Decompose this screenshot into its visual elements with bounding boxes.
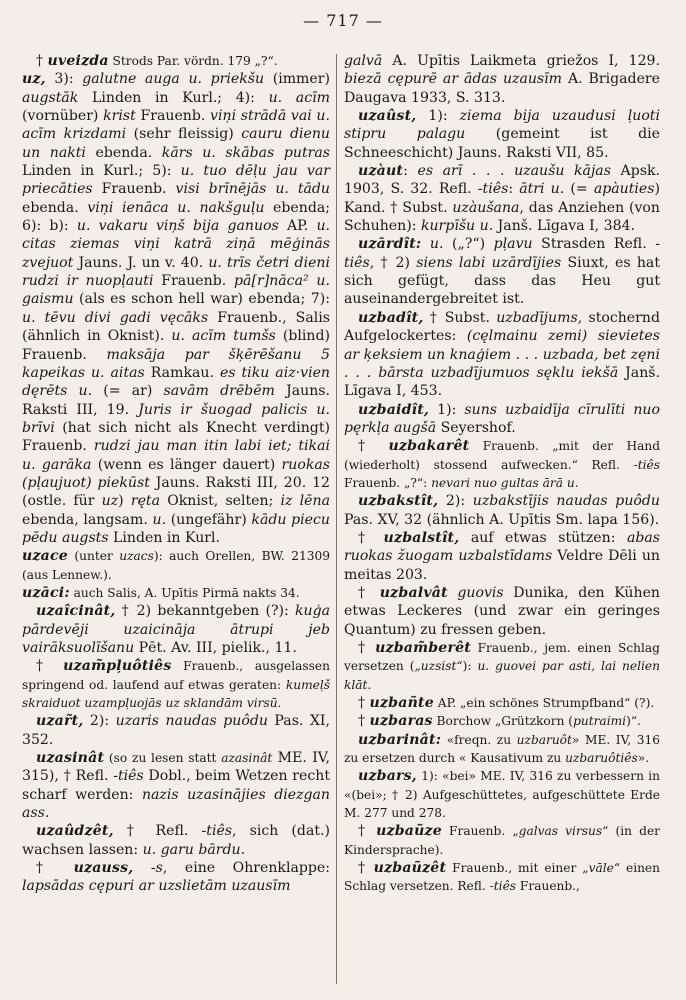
entry-text: † xyxy=(358,823,377,840)
headword: uzbaras xyxy=(369,713,433,730)
entry-text: -tiês xyxy=(633,457,660,472)
entry-text: , stochernd Aufgelockertes: xyxy=(344,309,660,345)
entry-text: Pēt. Av. III, pielik., 11. xyxy=(134,640,297,656)
entry-text: 2): xyxy=(438,493,473,510)
entry-text: Frauenb. xyxy=(92,181,176,198)
entry-text: u. guovei par asti, lai nelien klāt. xyxy=(344,659,660,692)
entry-text: ebenda, langsam. xyxy=(22,511,153,528)
dictionary-entry xyxy=(22,749,330,822)
entry-text: ) Kand. † Subst. xyxy=(344,181,660,216)
entry-text: visi brīnējās u. tādu xyxy=(175,181,330,198)
entry-text: ME. IV, 315), xyxy=(22,750,330,785)
entry-text: Linden in Kurl.; 4): xyxy=(78,89,269,106)
entry-text: : xyxy=(403,163,418,180)
dictionary-entry xyxy=(344,437,660,492)
entry-text: viņi ienāca u. nakšguļu xyxy=(87,199,265,216)
headword: uzbadît, xyxy=(358,309,424,326)
entry-text: Linden in Kurl. xyxy=(108,529,221,546)
entry-text: galutne auga u. priekšu xyxy=(82,71,265,88)
entry-text: galvas virsus xyxy=(518,824,603,839)
entry-text: nazis uzasinājies diezgan ass. xyxy=(22,786,330,822)
entry-text: (gemeint ist die Schneeschicht) Jauns. Raksti VII, 85. xyxy=(344,126,660,161)
dictionary-entry xyxy=(344,584,660,639)
headword: uzbarinât: xyxy=(358,731,442,748)
entry-text: Strods Par. vördn. 179 „?“. xyxy=(108,54,278,68)
entry-text: (als es schon hell war) ebenda; 7): xyxy=(73,291,330,308)
entry-text: -tiês xyxy=(201,823,233,840)
entry-text: (sehr fleissig) xyxy=(126,126,242,143)
entry-text: Siuxt, es hat sich gefügt, dass das Heu gut auseinandergebreitet ist. xyxy=(344,254,660,308)
entry-text: † xyxy=(358,584,380,601)
entry-text: (blind) Frauenb. xyxy=(22,328,330,363)
entry-text: † xyxy=(36,658,64,675)
entry-text: uzbakstījis naudas puôdu xyxy=(472,493,660,510)
dictionary-entry xyxy=(344,859,660,896)
entry-text: u. vakaru viņš bija ganuos xyxy=(76,218,279,235)
entry-text: Jauns. Raksti III, 20. 12 (ostle. für xyxy=(22,474,330,510)
entry-text: kuģa pārdevēji uzaicināja ātrupi jeb vairāksuolīšanu xyxy=(22,603,330,656)
entry-text: AP. xyxy=(278,218,317,235)
entry-text: 1): xyxy=(416,108,460,125)
dictionary-entry xyxy=(22,822,330,859)
entry-text: krist xyxy=(103,108,136,125)
dictionary-entry xyxy=(344,767,660,822)
entry-text: Frauenb. xyxy=(153,273,235,290)
entry-text: apàuties xyxy=(593,181,655,198)
entry-text: pā[r]nāca² u. gaismu xyxy=(22,273,330,308)
entry-text: † Subst. xyxy=(423,309,497,326)
headword: uzbars, xyxy=(358,768,417,785)
entry-text: » ME. IV, 316 zu ersetzen durch « Kausativum zu xyxy=(344,732,660,766)
left-column xyxy=(22,52,330,896)
entry-text: ebenda. xyxy=(85,144,162,161)
dictionary-entry xyxy=(22,859,330,896)
entry-text: (unter xyxy=(67,549,120,564)
entry-text: Jauns. Raksti III, 19. xyxy=(22,383,331,418)
dictionary-entry xyxy=(22,602,330,657)
dictionary-entry xyxy=(344,731,660,768)
dictionary-entry xyxy=(22,547,330,584)
entry-text: Pas. XI, 352. xyxy=(22,713,330,748)
entry-text: (vornüber) xyxy=(22,108,104,125)
entry-text: (ungefähr) xyxy=(166,511,252,528)
dictionary-entry xyxy=(344,639,660,694)
entry-text: Frauenb. xyxy=(135,108,211,125)
headword: uzasinât xyxy=(36,750,105,767)
dictionary-entry xyxy=(344,235,660,308)
entry-text: , das Anziehen (von Schuhen): xyxy=(344,199,660,235)
entry-text: † Refl. xyxy=(63,768,114,785)
entry-text: guovis xyxy=(457,584,504,601)
dictionary-entry xyxy=(344,401,660,438)
entry-text: Janš. Līgava I, 384. xyxy=(493,218,636,235)
headword: uzbaũze xyxy=(376,823,442,840)
entry-text: , † 2) xyxy=(369,254,417,271)
headword: uzbalstît, xyxy=(383,529,460,546)
entry-text xyxy=(448,585,458,601)
entry-text: ebenda. xyxy=(22,199,88,216)
entry-text: Dobl., beim Wetzen recht scharf werden: xyxy=(22,768,331,803)
entry-text: ) xyxy=(118,493,131,510)
entry-text: (wenn es länger dauert) xyxy=(91,456,282,473)
headword: uzbaũzêt xyxy=(373,860,447,877)
entry-text: † xyxy=(358,695,370,712)
entry-text: u. tēvu divi gadi vęcāks xyxy=(22,309,209,326)
entry-text: † xyxy=(358,529,384,546)
entry-text: uzbaruôtiês xyxy=(565,751,638,766)
entry-text: es tiku aiz·vien dęrēts u. xyxy=(22,364,331,400)
entry-text: uzbadījums xyxy=(496,309,578,326)
dictionary-entry xyxy=(344,162,660,235)
headword: uzārdît: xyxy=(358,236,422,253)
entry-text: A. Upītis Laikmeta griežos I, 129. xyxy=(382,53,660,69)
entry-text: ): auch Orellen, BW. 21309 (aus Lennew.). xyxy=(22,549,331,582)
entry-text: rudzi jau man itin labi iet; tikai u. garāka xyxy=(22,438,330,473)
entry-text: Strasden Refl. xyxy=(532,236,656,253)
entry-text: -tiês xyxy=(477,181,509,198)
entry-text: uzaris naudas puôdu xyxy=(115,713,268,730)
entry-text: ātri u. xyxy=(519,181,565,198)
entry-text: : xyxy=(508,181,520,198)
dictionary-entry xyxy=(344,712,660,730)
entry-text: AP. „ein schönes Strumpfband“ (?). xyxy=(433,696,655,711)
entry-text: -s xyxy=(133,860,163,877)
headword: uzauss, xyxy=(73,860,134,877)
dictionary-entry xyxy=(22,657,330,712)
headword: uzaûdzêt, xyxy=(36,823,114,840)
entry-text: Dunika, den Kühen etwas Leckeres (und zwar ein geringes Quantum) zu fressen geben. xyxy=(344,584,661,638)
entry-text: u. acīm tumšs xyxy=(171,328,276,345)
right-column xyxy=(344,52,660,896)
headword: uz, xyxy=(22,71,46,88)
entry-text: ): xyxy=(462,659,478,674)
entry-text: es arī . . . uzaušu kājas xyxy=(417,163,611,180)
entry-text: † xyxy=(358,438,389,455)
entry-text: † xyxy=(358,713,370,730)
entry-text: )“. xyxy=(626,714,641,729)
dictionary-entry xyxy=(22,70,330,547)
dictionary-entry xyxy=(344,529,660,584)
entry-text: kumeļš skraiduot uzampļuojās uz sklandām virsū. xyxy=(22,677,330,711)
headword: uzbañte xyxy=(369,695,434,712)
entry-text: Frauenb. „ xyxy=(441,824,519,839)
entry-text: 2): xyxy=(83,713,116,730)
entry-text: savām drēbēm xyxy=(163,383,275,400)
entry-text: cauru dienu un nakti xyxy=(22,126,330,161)
page-number: — 717 — xyxy=(303,11,383,30)
entry-text: Ramkau. xyxy=(144,364,220,381)
entry-text: † xyxy=(358,640,376,656)
headword: uzaîcinât, xyxy=(36,603,116,620)
entry-text: u. trīs četri dieni rudzi ir nuopļauti xyxy=(22,254,330,290)
entry-text: u. tuo dēļu jau var priecāties xyxy=(22,163,330,198)
entry-text: kādu piecu pēdu augsts xyxy=(22,511,330,546)
entry-text: «freqn. zu xyxy=(441,732,517,747)
headword: uzbakstît, xyxy=(358,493,439,510)
dictionary-entry xyxy=(22,584,330,602)
entry-text: (= xyxy=(564,181,594,198)
entry-text: azasinât xyxy=(221,751,273,766)
entry-text: uzbaruôt xyxy=(516,732,572,747)
entry-text: † xyxy=(36,860,74,877)
entry-text: Frauenb., ausgelassen springend od. laufend auf etwas geraten: xyxy=(22,659,330,692)
entry-text: ». xyxy=(637,751,650,766)
headword: uzar̃t, xyxy=(36,713,84,730)
entry-text: , sich (dat.) wachsen lassen: xyxy=(22,823,331,858)
entry-text: („?“) xyxy=(443,236,494,253)
entry-text: pļavu xyxy=(493,236,533,253)
entry-text xyxy=(421,236,430,252)
headword: uveizda xyxy=(47,53,109,69)
dictionary-entry xyxy=(344,492,660,529)
entry-text: Frauenb. „mit der Hand (wiederholt) stossend aufwecken.“ Refl. xyxy=(344,439,661,472)
entry-text: putraimi xyxy=(573,714,627,729)
entry-text: Frauenb., Salis (ähnlich in Oknist). xyxy=(22,309,330,345)
headword: uzam̃pļuôtiês xyxy=(63,658,172,675)
entry-text: (so zu lesen statt xyxy=(104,751,222,766)
entry-text: galvā xyxy=(344,53,383,69)
entry-text: biezā cępurē ar ādas uzausīm xyxy=(344,71,563,88)
entry-text: vāle xyxy=(588,861,614,876)
entry-text: (hat sich nicht als Knecht verdingt) Frauenb. xyxy=(22,419,330,455)
entry-text: Linden in Kurl.; 5): xyxy=(22,163,181,180)
entry-text: augstāk xyxy=(22,89,79,106)
entry-text: Frauenb. „?“: xyxy=(344,475,432,490)
entry-text: Borchow „Grützkorn ( xyxy=(432,714,574,729)
entry-text: (cęlmainu zemi) sievietes ar ķeksiem un knaģiem . . . uzbada, bet zęni . . . bārsta uzbadījumuos sęklu iekšā xyxy=(344,328,660,381)
entry-text: “ (in der Kindersprache). xyxy=(344,824,660,857)
entry-text: ruokas (pļaujuot) piekūst xyxy=(22,456,331,491)
entry-text: , eine Ohrenklappe: xyxy=(162,860,331,877)
entry-text: Veldre Dēli un meitas 203. xyxy=(344,548,660,583)
entry-text: 1): «bei» ME. IV, 316 zu verbessern in «(bei»; † 2) Aufgeschüttetes, aufgeschüttete Erde M. 277 und 278. xyxy=(344,769,660,821)
headword: uzbaidît, xyxy=(358,401,430,418)
entry-text: -tiês xyxy=(113,768,144,785)
entry-text: lapsādas cępuri ar uzslietām uzausīm xyxy=(22,878,291,895)
entry-text: † 2) bekanntgeben (?): xyxy=(115,603,295,620)
entry-text: u. citas ziemas viņi katrā ziņā mēģinās zvejuot xyxy=(22,218,330,271)
entry-text: Apsk. 1903, S. 32. Refl. xyxy=(344,163,660,198)
entry-text: (= ar) xyxy=(92,383,164,400)
entry-text: Frauenb., jem. einen Schlag versetzen ( xyxy=(344,641,660,674)
dictionary-entry xyxy=(344,309,660,401)
entry-text: u. xyxy=(429,236,444,253)
entry-text: Frauenb., xyxy=(516,879,580,894)
entry-text: nevari nuo gultas ārā u. xyxy=(431,475,579,490)
entry-text: ebenda; 6): b): xyxy=(22,199,330,235)
entry-text: Frauenb., mit einer „ xyxy=(446,861,589,876)
entry-text: u. garu bārdu. xyxy=(142,841,246,858)
entry-text: suns uzbaidīja cīrulīti nuo pęrkļa augšā xyxy=(344,401,660,436)
headword: uzbakarêt xyxy=(388,438,470,455)
entry-text: 1): xyxy=(429,401,465,418)
entry-text: auf etwas stützen: xyxy=(459,529,627,546)
entry-text: u. acīm xyxy=(268,89,330,106)
dictionary-entry xyxy=(22,52,330,70)
headword: uzàut xyxy=(358,163,404,180)
entry-text: uz xyxy=(101,493,119,510)
headword: uzāci: xyxy=(22,584,70,601)
entry-text: ziema bija uzaudusi ļuoti stipru palagu xyxy=(344,108,660,143)
entry-text: (immer) xyxy=(264,71,331,88)
entry-text: uzàušana xyxy=(452,199,520,216)
entry-text: Seyershof. xyxy=(436,419,516,436)
entry-text: Janš. Līgava I, 453. xyxy=(344,364,660,400)
entry-text: auch Salis, A. Upītis Pirmā nakts 34. xyxy=(69,585,300,600)
column-divider xyxy=(336,54,337,984)
entry-text: „uzsist“ xyxy=(414,659,463,674)
entry-text: -tiês xyxy=(489,879,517,894)
entry-text: kārs u. skābas putras xyxy=(161,144,330,161)
dictionary-entry xyxy=(344,822,660,859)
entry-text: Oknist, selten; xyxy=(160,493,281,510)
headword: uzbalvât xyxy=(379,584,448,601)
headword: uzace xyxy=(22,548,68,565)
entry-text: † xyxy=(358,860,374,877)
entry-text: viņi strādā vai u. acīm krizdami xyxy=(22,108,330,143)
entry-text: -tiês xyxy=(344,236,661,271)
entry-text: abas ruokas žuogam uzbalstīdams xyxy=(344,529,660,565)
headword: uzaûst, xyxy=(358,108,417,125)
entry-text: 3): xyxy=(45,71,83,88)
headword: uzbam̃berêt xyxy=(375,640,471,656)
dictionary-entry xyxy=(344,52,660,107)
entry-text: Pas. XV, 32 (ähnlich A. Upītis Sm. lapa 156). xyxy=(344,511,660,528)
entry-text: † xyxy=(36,53,48,69)
entry-text: u. xyxy=(152,511,167,528)
entry-text: ręta xyxy=(130,493,160,510)
entry-text: uzacs xyxy=(119,549,154,564)
entry-text: kurpīšu u. xyxy=(420,218,494,235)
dictionary-entry xyxy=(344,694,660,712)
entry-text: iz lēna xyxy=(280,493,330,510)
entry-text: A. Brigadere Daugava 1933, S. 313. xyxy=(344,71,660,106)
entry-text: “ einen Schlag versetzen. Refl. xyxy=(344,861,660,894)
dictionary-entry xyxy=(344,107,660,162)
dictionary-entry xyxy=(22,712,330,749)
entry-text: Juris ir šuogad palicis u. brīvi xyxy=(22,401,330,436)
entry-text: Jauns. J. un v. 40. xyxy=(73,254,209,271)
entry-text: maksāja par šķērēšanu 5 kapeikas u. aitas xyxy=(22,346,330,381)
entry-text: siens labi uzārdījies xyxy=(416,254,562,271)
entry-text: † Refl. xyxy=(113,823,202,840)
